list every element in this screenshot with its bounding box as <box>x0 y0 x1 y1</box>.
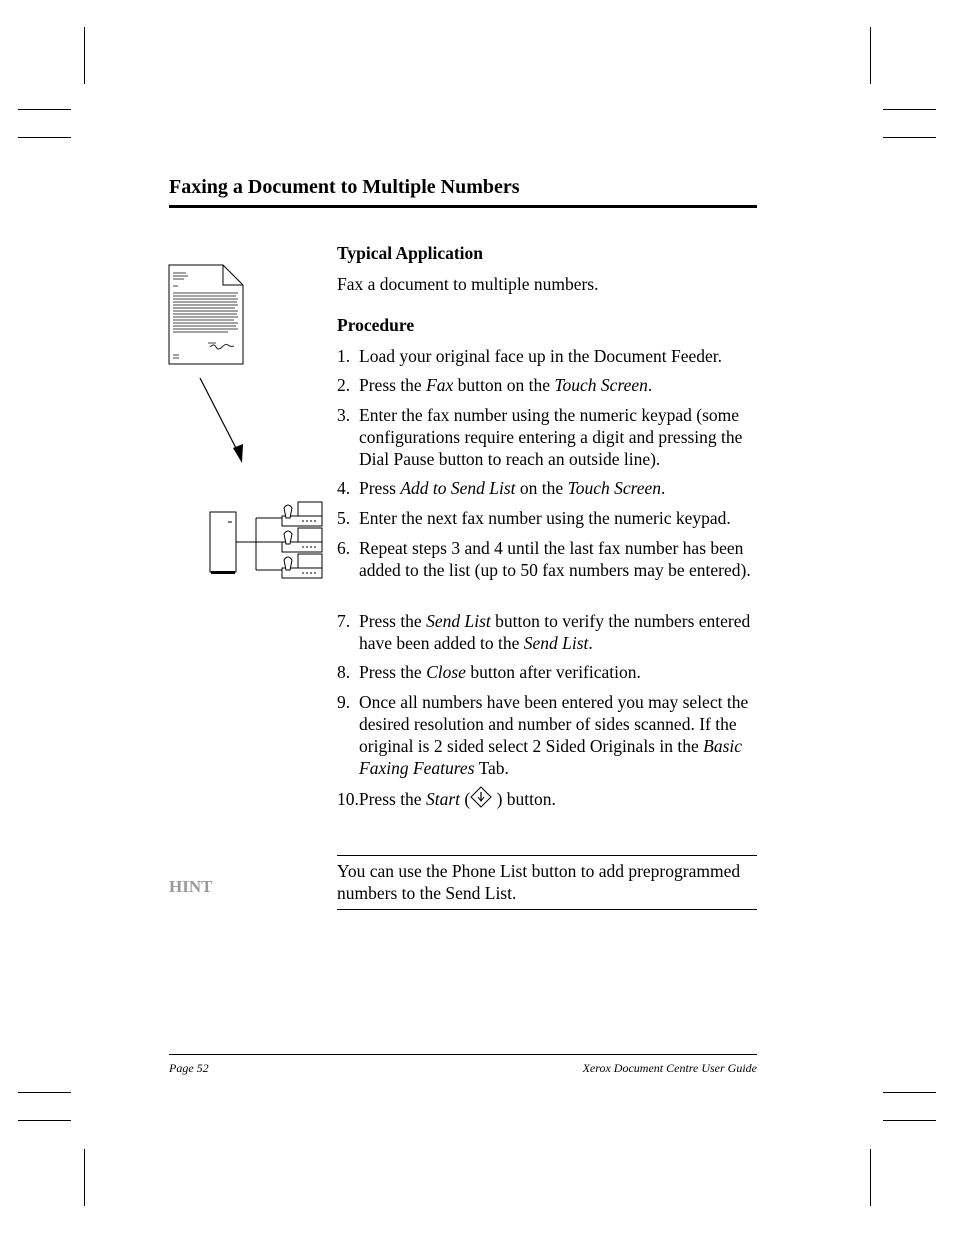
crop-mark <box>84 27 85 84</box>
step-text: Load your original face up in the Document Feeder. <box>359 346 723 366</box>
step-text: Enter the fax number using the numeric keypad (some configurations require entering a digit and pressing the Dial Pause button to reach an outside line). <box>359 405 743 469</box>
step-text: Once all numbers have been entered you may select the desired resolution and number of sides scanned. If the original is 2 sided select 2 Sided Originals in the Basic Faxing Features Tab. <box>359 692 749 778</box>
step-number: 6. <box>337 538 351 558</box>
step-text: Enter the next fax number using the numeric keypad. <box>359 508 731 528</box>
step-number: 3. <box>337 405 351 425</box>
step-number: 2. <box>337 375 351 395</box>
procedure-step <box>337 610 762 654</box>
page-number: Page 52 <box>169 1061 209 1075</box>
step-text: Press the Close button after verification. <box>359 662 641 682</box>
document-page-icon <box>168 264 244 366</box>
hint-rule-top <box>337 855 757 856</box>
footer-rule <box>169 1054 757 1055</box>
hint-text: You can use the Phone List button to add preprogrammed numbers to the Send List. <box>337 861 741 903</box>
crop-mark <box>18 1120 71 1121</box>
procedure-step <box>337 507 762 529</box>
crop-mark <box>870 1149 871 1206</box>
procedure-heading: Procedure <box>337 315 415 335</box>
procedure-step <box>337 537 762 581</box>
step-text: 10.Press the Start ( ) button. <box>337 786 762 810</box>
procedure-step <box>337 661 762 683</box>
hint-rule-bottom <box>337 909 757 910</box>
step-text: Press Add to Send List on the Touch Screen. <box>359 478 666 498</box>
step-text: Repeat steps 3 and 4 until the last fax number has been added to the list (up to 50 fax numbers may be entered). <box>359 538 751 580</box>
step-number: 10. <box>337 789 359 809</box>
step-number: 7. <box>337 611 351 631</box>
crop-mark <box>18 137 71 138</box>
step-text: Press the Send List button to verify the numbers entered have been added to the Send List. <box>359 611 751 653</box>
typical-application-heading: Typical Application <box>337 243 484 263</box>
title-rule <box>169 205 757 208</box>
arrow-icon <box>195 374 250 469</box>
step-text: Press the Fax button on the Touch Screen. <box>359 375 653 395</box>
step-number: 5. <box>337 508 351 528</box>
procedure-step <box>337 374 762 396</box>
procedure-step <box>337 404 762 470</box>
crop-mark <box>883 1092 936 1093</box>
procedure-step <box>337 477 762 499</box>
procedure-step <box>337 786 762 810</box>
crop-mark <box>883 109 936 110</box>
step-number: 4. <box>337 478 351 498</box>
crop-mark <box>18 109 71 110</box>
page-title: Faxing a Document to Multiple Numbers <box>169 176 520 198</box>
fax-machine-icon <box>204 492 326 582</box>
procedure-step <box>337 691 762 779</box>
procedure-step <box>337 345 762 367</box>
step-number: 9. <box>337 692 351 712</box>
crop-mark <box>18 1092 71 1093</box>
step-number: 8. <box>337 662 351 682</box>
guide-title: Xerox Document Centre User Guide <box>582 1061 757 1075</box>
crop-mark <box>84 1149 85 1206</box>
crop-mark <box>883 1120 936 1121</box>
step-number: 1. <box>337 346 351 366</box>
hint-label: HINT <box>169 877 213 896</box>
start-button-icon <box>470 786 492 808</box>
crop-mark <box>870 27 871 84</box>
crop-mark <box>883 137 936 138</box>
typical-application-text: Fax a document to multiple numbers. <box>337 274 599 294</box>
